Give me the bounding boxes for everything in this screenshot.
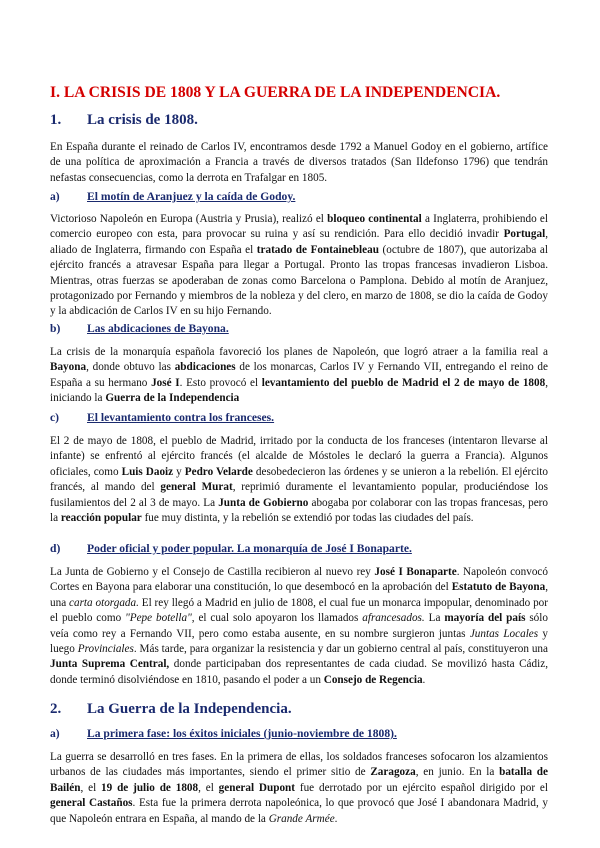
intro-paragraph: En España durante el reinado de Carlos IV, encontramos desde 1792 a Manuel Godoy en el gobierno, artífice de una política de aproximación a Francia a través de diversos tratados (San Ildefonso 1796) que tendrán nefastas consecuencias, como la derrota en Trafalgar en 1805. [50,141,548,184]
subsection-a-paragraph: Victorioso Napoleón en Europa (Austria y Prusia), realizó el bloqueo continental a Inglaterra, prohibiendo el comercio europeo con esta, para provocar su ruina y así su rendición. Para ello decidió invadir Portugal, aliado de Inglaterra, firmando con España el tratado de Fontainebleau (octubre de 1807), que autorizaba al ejército francés a atravesar España para llegar a Portugal. Pronto las tropas francesas invadieron Lisboa. Mientras, otras fuerzas se apoderaban de zonas como Barcelona o Pamplona. Debido al motín de Aranjuez, protagonizado por Fernando y miembros de la nobleza y del clero, en marzo de 1808, se dio la caída de Godoy y la abdicación de Carlos IV en su hijo Fernando. [50,213,548,318]
subsection-d-paragraph: La Junta de Gobierno y el Consejo de Castilla recibieron al nuevo rey José I Bonaparte. Napoleón convocó Cortes en Bayona para elaborar una constitución, lo que desembocó en la aprobación del Estatuto de Bayona, una carta otorgada. El rey llegó a Madrid en julio de 1808, el cual fue un monarca impopular, denominado por el pueblo como "Pepe botella", el cual solo apoyaron los llamados afrancesados. La mayoría del país sólo veía como rey a Fernando VII, pero como estaba ausente, en su nombre surgieron juntas Juntas Locales y luego Provinciales. Más tarde, para organizar la resistencia y dar un gobierno central al país, constituyeron una Junta Suprema Central, donde participaban dos representantes de cada ciudad. Se movilizó hasta Cádiz, donde terminó disolviéndose en 1810, pasando el poder a un Consejo de Regencia. [50,566,548,686]
section-1-heading: 1. La crisis de 1808. [50,112,198,128]
subsection-c-paragraph: El 2 de mayo de 1808, el pueblo de Madrid, irritado por la conducta de los franceses (intentaron llevarse al infante) se enfrentó al ejército francés (el alcalde de Móstoles le declaró la guerra a Francia). Algunos oficiales, como Luis Daoiz y Pedro Velarde desobedecieron las órdenes y se unieron a la rebelión. El ejército francés, al mando del general Murat, reprimió duramente el levantamiento popular, produciéndose los fusilamientos del 2 al 3 de mayo. La Junta de Gobierno abogaba por colaborar con las tropas francesas, pero la reacción popular fue muy distinta, y la rebelión se extendió por todas las ciudades del país. [50,435,548,525]
subsection-a-heading: a) El motín de Aranjuez y la caída de Godoy. [50,190,296,203]
subsection-2a-heading: a) La primera fase: los éxitos iniciales (junio-noviembre de 1808). [50,727,397,740]
section-2-heading: 2. La Guerra de la Independencia. [50,701,292,717]
subsection-b-heading: b) Las abdicaciones de Bayona. [50,322,229,335]
subsection-b-paragraph: La crisis de la monarquía española favoreció los planes de Napoleón, que logró atraer a la familia real a Bayona, donde obtuvo las abdicaciones de los monarcas, Carlos IV y Fernando VII, entregando el reino de España a su hermano José I. Esto provocó el levantamiento del pueblo de Madrid el 2 de mayo de 1808, iniciando la Guerra de la Independencia [50,346,549,405]
subsection-d-heading: d) Poder oficial y poder popular. La monarquía de José I Bonaparte. [50,542,412,555]
subsection-2a-paragraph: La guerra se desarrolló en tres fases. En la primera de ellas, los soldados franceses sofocaron los alzamientos urbanos de las ciudades más importantes, siendo el primer sitio de Zaragoza, en junio. En la batalla de Bailén, el 19 de julio de 1808, el general Dupont fue derrotado por un ejército español dirigido por el general Castaños. Esta fue la primera derrota napoleónica, lo que provocó que José I abandonara Madrid, y que Napoleón entrara en España, al mando de la Grande Armée. [50,751,548,825]
page-title: I. LA CRISIS DE 1808 Y LA GUERRA DE LA INDEPENDENCIA. [50,84,501,101]
subsection-c-heading: c) El levantamiento contra los franceses. [50,411,275,424]
